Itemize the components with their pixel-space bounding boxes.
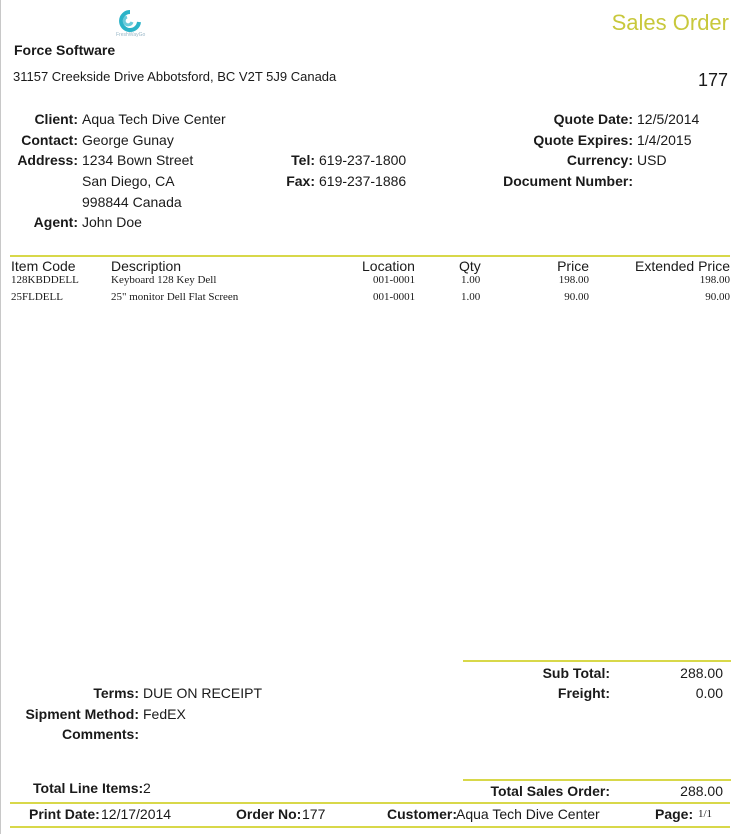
fax-label: Fax:: [286, 173, 315, 189]
row-description: 25" monitor Dell Flat Screen: [111, 291, 239, 303]
contact-label: Contact:: [21, 132, 78, 148]
freight-label: Freight:: [557, 685, 610, 701]
company-logo: [106, 8, 156, 40]
page-label: Page:: [655, 806, 694, 822]
quote-expires-value: 1/4/2015: [637, 132, 692, 148]
row-location: 001-0001: [373, 274, 416, 286]
shipment-method-label: Sipment Method:: [25, 706, 139, 722]
document-number-label: Document Number:: [503, 173, 633, 189]
client-label: Client:: [34, 111, 78, 127]
footer-top-rule: [10, 802, 730, 804]
tel-value: 619-237-1800: [319, 152, 407, 168]
row-qty: 1.00: [461, 291, 481, 303]
tel-label: Tel:: [291, 152, 315, 168]
customer-value: Aqua Tech Dive Center: [456, 806, 600, 822]
col-header-qty: Qty: [459, 258, 481, 274]
quote-date-label: Quote Date:: [553, 111, 633, 127]
total-rule: [463, 779, 731, 781]
address-line1: 1234 Bown Street: [82, 152, 194, 168]
table-top-rule: [10, 255, 730, 257]
terms-label: Terms:: [93, 685, 139, 701]
row-location: 001-0001: [373, 291, 416, 303]
contact-value: George Gunay: [82, 132, 174, 148]
row-item-code: 25FLDELL: [11, 291, 63, 303]
company-name: Force Software: [14, 42, 116, 58]
footer-bottom-rule: [10, 826, 730, 828]
fax-value: 619-237-1886: [319, 173, 407, 189]
row-item-code: 128KBDDELL: [11, 274, 79, 286]
freight-value: 0.00: [695, 685, 723, 701]
subtotal-label: Sub Total:: [542, 665, 610, 681]
subtotal-rule: [463, 660, 731, 662]
row-price: 198.00: [558, 274, 589, 286]
page-value: 1/1: [698, 808, 713, 820]
order-no-value: 177: [302, 806, 326, 822]
address-label: Address:: [17, 152, 78, 168]
row-price: 90.00: [564, 291, 589, 303]
currency-label: Currency:: [566, 152, 633, 168]
shipment-method-value: FedEX: [143, 706, 186, 722]
customer-label: Customer:: [387, 806, 458, 822]
print-date-label: Print Date:: [29, 806, 100, 822]
comments-label: Comments:: [61, 726, 139, 742]
order-no-label: Order No:: [236, 806, 302, 822]
client-value: Aqua Tech Dive Center: [82, 111, 226, 127]
total-sales-order-label: Total Sales Order:: [490, 783, 610, 799]
col-header-description: Description: [111, 258, 182, 274]
agent-label: Agent:: [33, 214, 78, 230]
agent-value: John Doe: [82, 214, 142, 230]
total-line-items-value: 2: [143, 780, 151, 796]
order-number: 177: [697, 70, 728, 90]
quote-expires-label: Quote Expires:: [533, 132, 633, 148]
page-left-edge: [0, 0, 1, 834]
terms-value: DUE ON RECEIPT: [143, 685, 263, 701]
row-extended-price: 198.00: [699, 274, 730, 286]
quote-date-value: 12/5/2014: [637, 111, 700, 127]
logo-text: FreshWayGo: [116, 32, 146, 38]
total-sales-order-value: 288.00: [680, 783, 723, 799]
subtotal-value: 288.00: [680, 665, 723, 681]
address-line3: 998844 Canada: [82, 194, 182, 210]
col-header-extended-price: Extended Price: [635, 258, 730, 274]
print-date-value: 12/17/2014: [101, 806, 172, 822]
row-extended-price: 90.00: [705, 291, 730, 303]
row-description: Keyboard 128 Key Dell: [111, 274, 217, 286]
address-line2: San Diego, CA: [82, 173, 175, 189]
document-title: Sales Order: [611, 10, 729, 35]
col-header-item-code: Item Code: [11, 258, 76, 274]
total-line-items-label: Total Line Items:: [33, 780, 144, 796]
col-header-price: Price: [557, 258, 589, 274]
row-qty: 1.00: [461, 274, 481, 286]
company-address: 31157 Creekside Drive Abbotsford, BC V2T 5J9 Canada: [13, 69, 337, 84]
currency-value: USD: [637, 152, 667, 168]
col-header-location: Location: [362, 258, 415, 274]
